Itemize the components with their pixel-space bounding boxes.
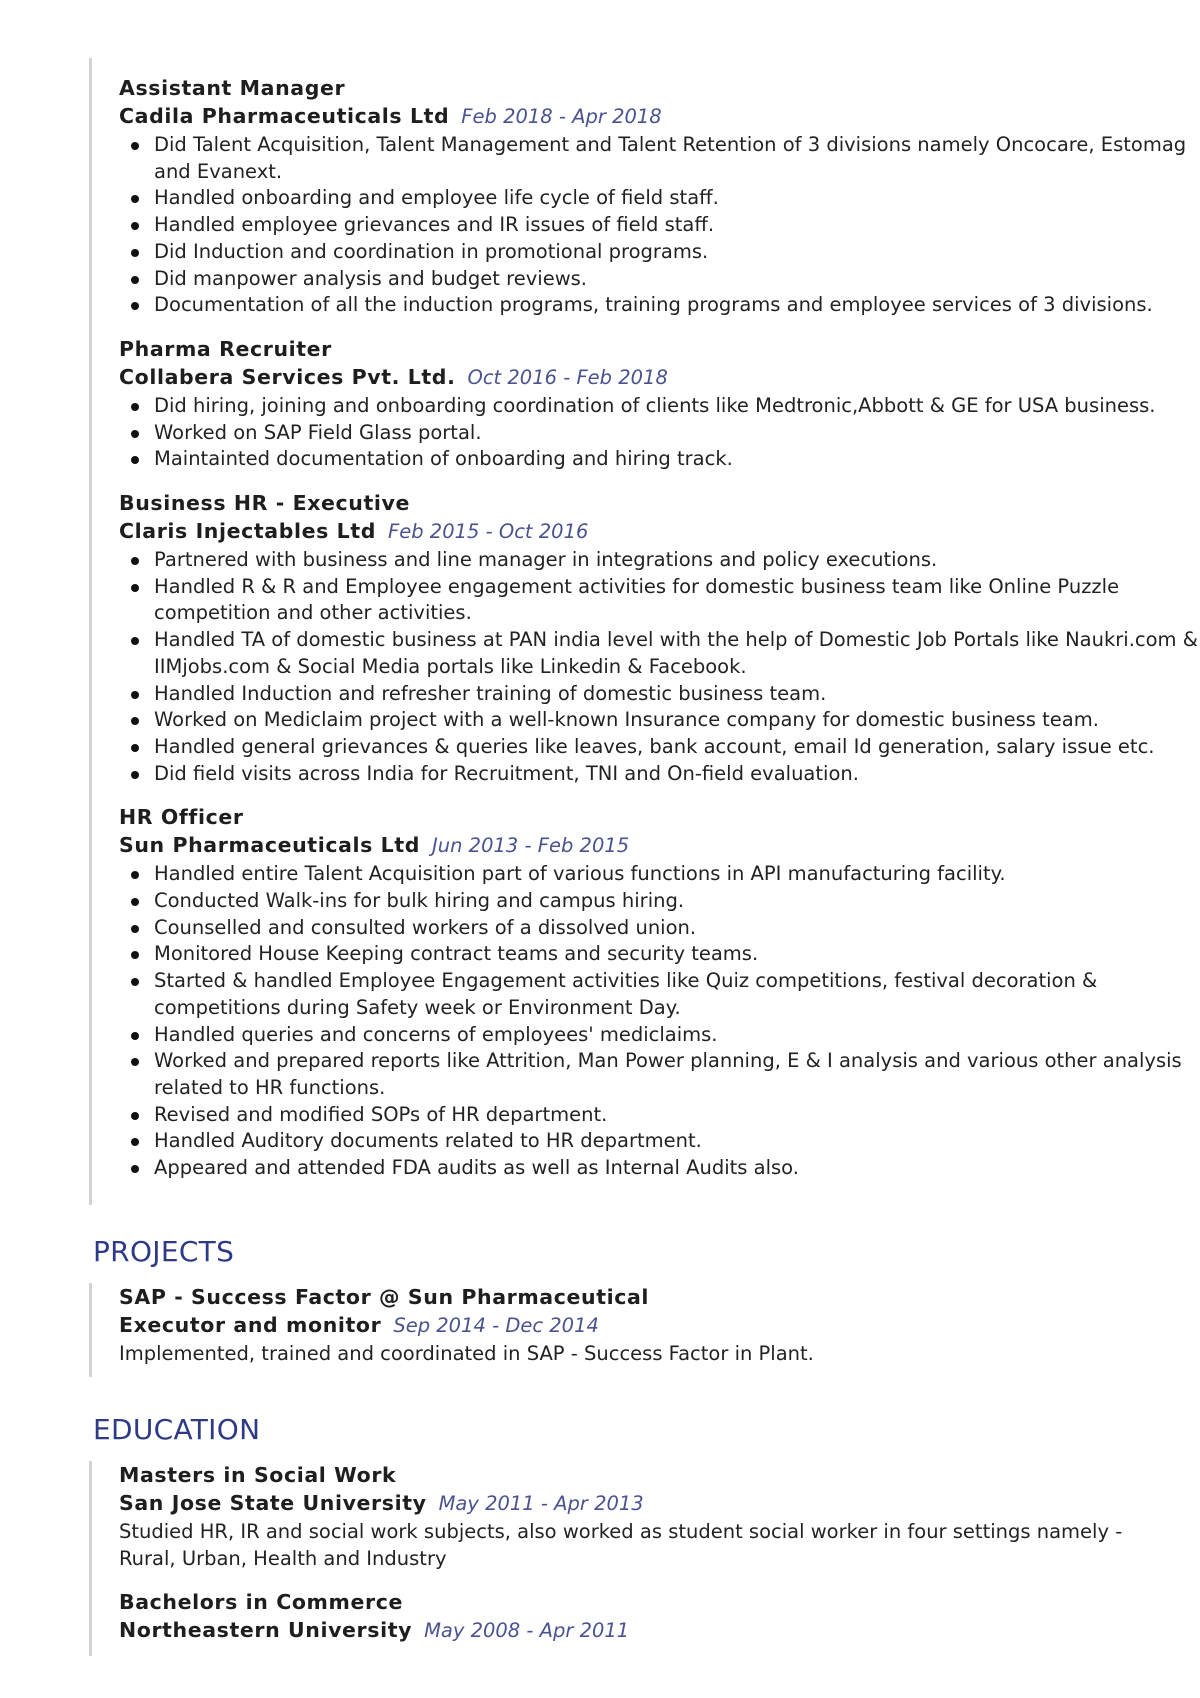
experience-entry — [119, 489, 1200, 787]
responsibility-item: Handled R & R and Employee engagement activities for domestic business team like Online Puzzle competition and other activities. — [119, 574, 1200, 627]
job-title: HR Officer — [119, 805, 244, 830]
education-entry — [119, 1588, 1200, 1646]
responsibility-item: Counselled and consulted workers of a dissolved union. — [119, 915, 1200, 942]
project-role-line — [119, 1311, 814, 1341]
responsibility-item: Handled general grievances & queries like leaves, bank account, email Id generation, salary issue etc. — [119, 734, 1200, 761]
project-entry — [119, 1283, 814, 1368]
responsibility-item: Handled queries and concerns of employees' mediclaims. — [119, 1022, 1200, 1049]
responsibility-list — [119, 547, 1200, 787]
school-line — [119, 1616, 1200, 1646]
responsibility-item: Worked on SAP Field Glass portal. — [119, 420, 1200, 447]
responsibility-item: Revised and modified SOPs of HR department. — [119, 1102, 1200, 1129]
responsibility-item: Handled entire Talent Acquisition part of various functions in API manufacturing facility. — [119, 861, 1200, 888]
responsibility-item: Appeared and attended FDA audits as well as Internal Audits also. — [119, 1155, 1200, 1182]
experience-entry — [119, 803, 1200, 1181]
company-line — [119, 363, 1200, 393]
responsibility-item: Worked and prepared reports like Attrition, Man Power planning, E & I analysis and various other analysis related to HR functions. — [119, 1048, 1200, 1101]
responsibility-item: Did Induction and coordination in promotional programs. — [119, 239, 1200, 266]
responsibility-item: Handled employee grievances and IR issues of field staff. — [119, 212, 1200, 239]
responsibility-item: Did field visits across India for Recruitment, TNI and On-field evaluation. — [119, 761, 1200, 788]
education-dates: May 2011 - Apr 2013 — [438, 1492, 644, 1515]
responsibility-item: Partnered with business and line manager in integrations and policy executions. — [119, 547, 1200, 574]
company-name: Sun Pharmaceuticals Ltd — [119, 833, 421, 858]
responsibility-item: Handled Induction and refresher training of domestic business team. — [119, 681, 1200, 708]
company-name: Collabera Services Pvt. Ltd. — [119, 364, 456, 389]
project-role: Executor and monitor — [119, 1313, 382, 1337]
education-dates: May 2008 - Apr 2011 — [424, 1619, 630, 1642]
company-name: Claris Injectables Ltd — [119, 519, 376, 544]
responsibility-item: Handled Auditory documents related to HR department. — [119, 1128, 1200, 1155]
project-title: SAP - Success Factor @ Sun Pharmaceutical — [119, 1285, 650, 1309]
responsibility-item: Monitored House Keeping contract teams and security teams. — [119, 941, 1200, 968]
job-dates: Feb 2018 - Apr 2018 — [461, 105, 662, 128]
project-dates: Sep 2014 - Dec 2014 — [393, 1314, 599, 1337]
responsibility-item: Worked on Mediclaim project with a well-known Insurance company for domestic business team. — [119, 707, 1200, 734]
job-dates: Feb 2015 - Oct 2016 — [388, 520, 589, 544]
education-section — [89, 1461, 1200, 1656]
projects-section — [89, 1283, 814, 1377]
responsibility-item: Handled TA of domestic business at PAN india level with the help of Domestic Job Portals like Naukri.com & IIMjobs.com & Social Media portals like Linkedin & Facebook. — [119, 627, 1200, 680]
experience-entry — [119, 74, 1200, 319]
projects-heading: PROJECTS — [93, 1235, 235, 1268]
experience-entry — [119, 335, 1200, 473]
school-line — [119, 1489, 1200, 1519]
job-title: Assistant Manager — [119, 76, 346, 100]
education-heading: EDUCATION — [93, 1413, 261, 1446]
school-name: Northeastern University — [119, 1618, 413, 1642]
responsibility-item: Handled onboarding and employee life cycle of field staff. — [119, 185, 1200, 212]
school-name: San Jose State University — [119, 1491, 427, 1515]
company-line — [119, 102, 1200, 132]
responsibility-item: Did hiring, joining and onboarding coordination of clients like Medtronic,Abbott & GE for USA business. — [119, 393, 1200, 420]
responsibility-list — [119, 132, 1200, 319]
experience-section — [89, 58, 1200, 1205]
responsibility-item: Conducted Walk-ins for bulk hiring and campus hiring. — [119, 888, 1200, 915]
responsibility-list — [119, 393, 1200, 473]
responsibility-item: Did Talent Acquisition, Talent Management and Talent Retention of 3 divisions namely Oncocare, Estomag and Evanext. — [119, 132, 1200, 185]
degree-title: Masters in Social Work — [119, 1463, 397, 1487]
education-description: Studied HR, IR and social work subjects, also worked as student social worker in four settings namely - Rural, Urban, Health and Industry — [119, 1520, 1123, 1570]
company-name: Cadila Pharmaceuticals Ltd — [119, 104, 450, 128]
responsibility-item: Started & handled Employee Engagement activities like Quiz competitions, festival decoration & competitions during Safety week or Environment Day. — [119, 968, 1200, 1021]
responsibility-list — [119, 861, 1200, 1181]
education-entry — [119, 1461, 1200, 1572]
job-dates: Jun 2013 - Feb 2015 — [432, 834, 630, 858]
company-line — [119, 831, 1200, 861]
job-dates: Oct 2016 - Feb 2018 — [467, 365, 668, 389]
responsibility-item: Documentation of all the induction programs, training programs and employee services of 3 divisions. — [119, 292, 1200, 319]
job-title: Business HR - Executive — [119, 491, 410, 516]
project-description: Implemented, trained and coordinated in SAP - Success Factor in Plant. — [119, 1342, 814, 1365]
job-title: Pharma Recruiter — [119, 336, 332, 361]
degree-title: Bachelors in Commerce — [119, 1590, 403, 1614]
responsibility-item: Maintainted documentation of onboarding and hiring track. — [119, 446, 1200, 473]
company-line — [119, 517, 1200, 547]
responsibility-item: Did manpower analysis and budget reviews. — [119, 266, 1200, 293]
